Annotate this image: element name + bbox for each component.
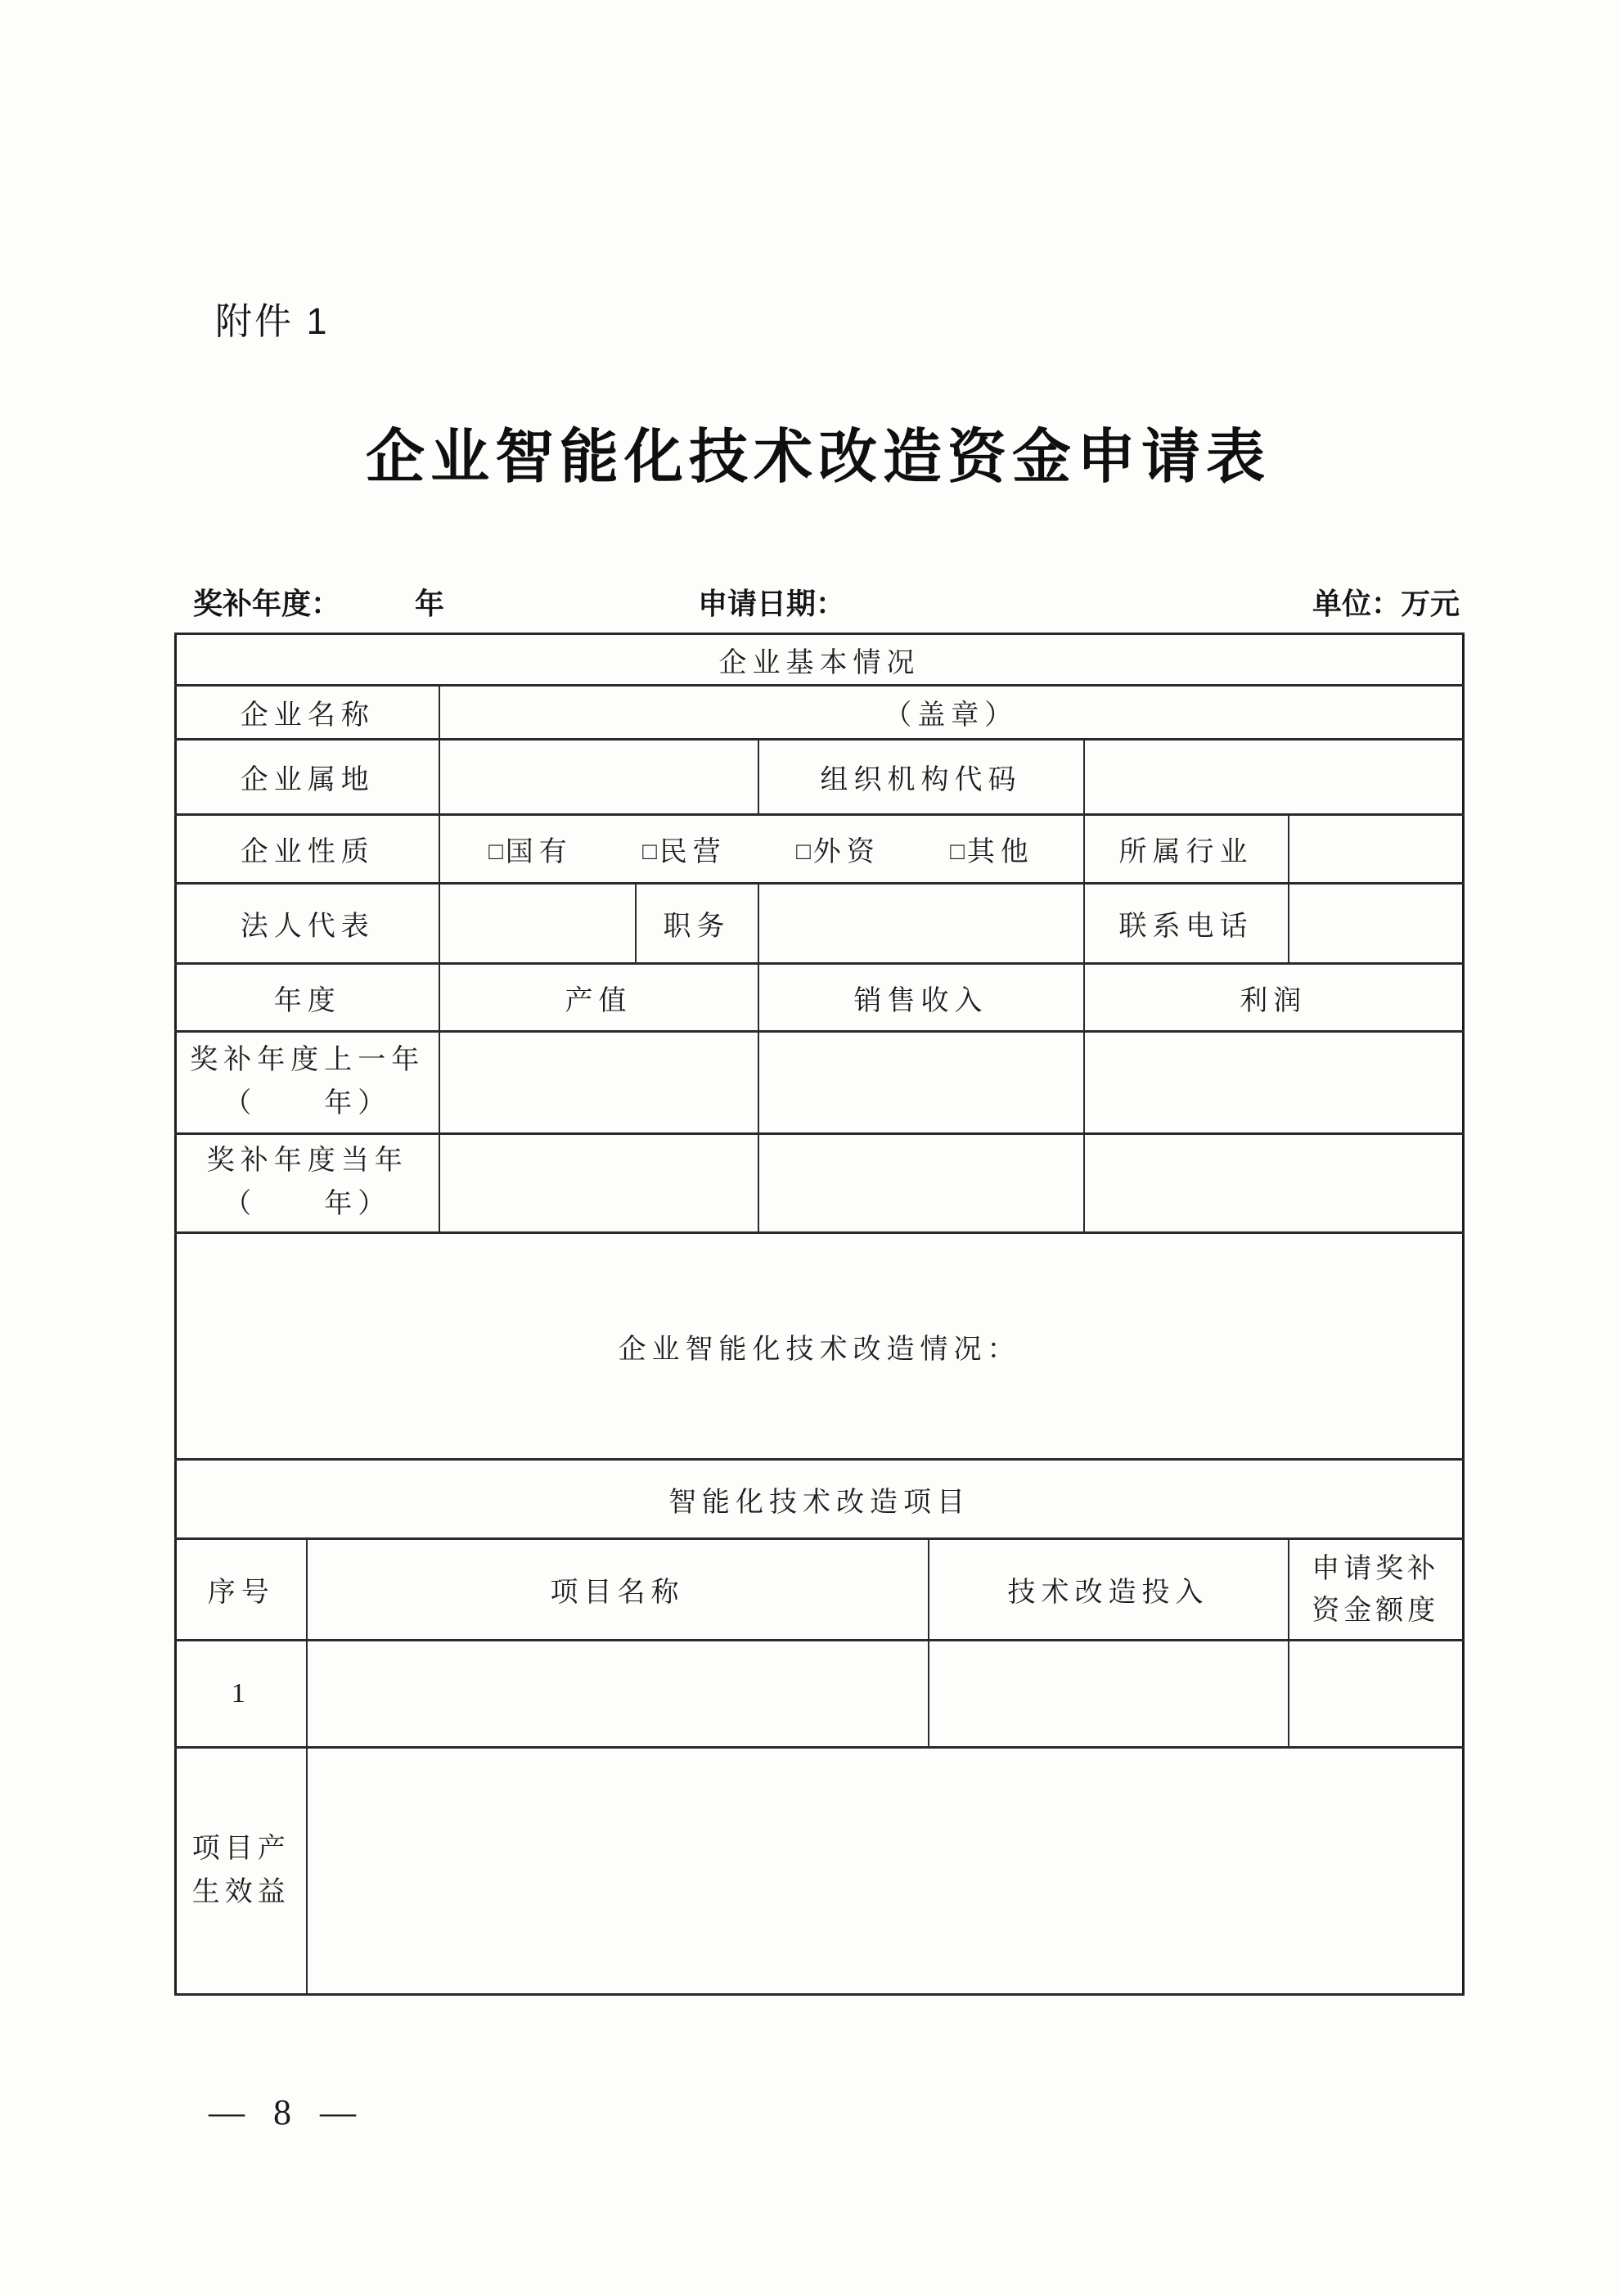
project-name-column-header: 项目名称	[307, 1539, 929, 1641]
previous-year-profit-cell	[1084, 1032, 1464, 1134]
fund-amount-column-header	[1289, 1539, 1464, 1641]
page-title: 企业智能化技术改造资金申请表	[365, 425, 1271, 490]
option-state-owned	[488, 829, 573, 869]
previous-year-sales-cell	[758, 1032, 1084, 1134]
org-code-value-cell	[1084, 740, 1464, 815]
fund-amount-line2: 资金额度	[1312, 1595, 1440, 1626]
project-benefit-label	[176, 1748, 307, 1995]
company-location-value-cell	[439, 740, 758, 815]
option-label: 外资	[812, 837, 880, 867]
meta-row	[0, 581, 1620, 619]
project-benefit-line2: 生效益	[191, 1876, 290, 1907]
investment-value-cell	[929, 1641, 1289, 1748]
current-year-output-cell	[439, 1134, 758, 1233]
unit-label: 单位：万元	[1312, 587, 1460, 620]
section-project-header: 智能化技术改造项目	[176, 1460, 1464, 1539]
fund-amount-value-cell	[1289, 1641, 1464, 1748]
index-column-header: 序号	[176, 1539, 307, 1641]
option-other	[950, 829, 1034, 869]
legal-rep-value-cell	[439, 884, 636, 964]
phone-value-cell	[1289, 884, 1464, 964]
current-year-line1: 奖补年度当年	[206, 1146, 408, 1177]
project-row-index: 1	[176, 1641, 307, 1748]
award-year-blank: 年	[415, 587, 445, 620]
tech-transformation-status-cell: 企业智能化技术改造情况：	[176, 1233, 1464, 1460]
option-label: 国有	[505, 837, 573, 867]
page-number: — 8 —	[209, 2092, 366, 2132]
current-year-line2: （ 年）	[223, 1189, 392, 1219]
checkbox-icon: □	[642, 839, 657, 865]
checkbox-icon: □	[950, 839, 965, 865]
award-year-label: 奖补年度：	[193, 587, 341, 620]
legal-rep-label: 法人代表	[176, 884, 439, 964]
investment-column-header: 技术改造投入	[929, 1539, 1289, 1641]
position-label: 职务	[636, 884, 758, 964]
year-column-header: 年度	[176, 964, 439, 1032]
current-year-sales-cell	[758, 1134, 1084, 1233]
attachment-label: 附件 1	[215, 300, 330, 342]
previous-year-output-cell	[439, 1032, 758, 1134]
sales-column-header: 销售收入	[758, 964, 1084, 1032]
previous-year-line1: 奖补年度上一年	[190, 1045, 425, 1076]
apply-date-label: 申请日期：	[698, 587, 846, 620]
option-private	[642, 829, 727, 869]
company-name-value-cell: （盖章）	[439, 686, 1464, 740]
project-benefit-value-cell	[307, 1748, 1464, 1995]
company-name-label: 企业名称	[176, 686, 439, 740]
previous-year-row-label	[176, 1032, 439, 1134]
checkbox-icon: □	[488, 839, 503, 865]
company-nature-label: 企业性质	[176, 815, 439, 884]
option-foreign	[796, 829, 880, 869]
phone-label: 联系电话	[1084, 884, 1289, 964]
previous-year-line2: （ 年）	[223, 1088, 392, 1119]
org-code-label: 组织机构代码	[758, 740, 1084, 815]
position-value-cell	[758, 884, 1084, 964]
company-nature-options	[439, 815, 1084, 884]
profit-column-header: 利润	[1084, 964, 1464, 1032]
current-year-profit-cell	[1084, 1134, 1464, 1233]
project-benefit-line1: 项目产	[191, 1833, 290, 1864]
industry-label: 所属行业	[1084, 815, 1289, 884]
option-label: 其他	[966, 837, 1034, 867]
section-basic-info-header: 企业基本情况	[176, 634, 1464, 686]
checkbox-icon: □	[796, 839, 811, 865]
industry-value-cell	[1289, 815, 1464, 884]
company-location-label: 企业属地	[176, 740, 439, 815]
output-value-column-header: 产值	[439, 964, 758, 1032]
current-year-row-label	[176, 1134, 439, 1233]
fund-amount-line1: 申请奖补	[1312, 1553, 1440, 1584]
project-name-value-cell	[307, 1641, 929, 1748]
application-form-table	[174, 633, 1465, 1996]
option-label: 民营	[659, 837, 727, 867]
